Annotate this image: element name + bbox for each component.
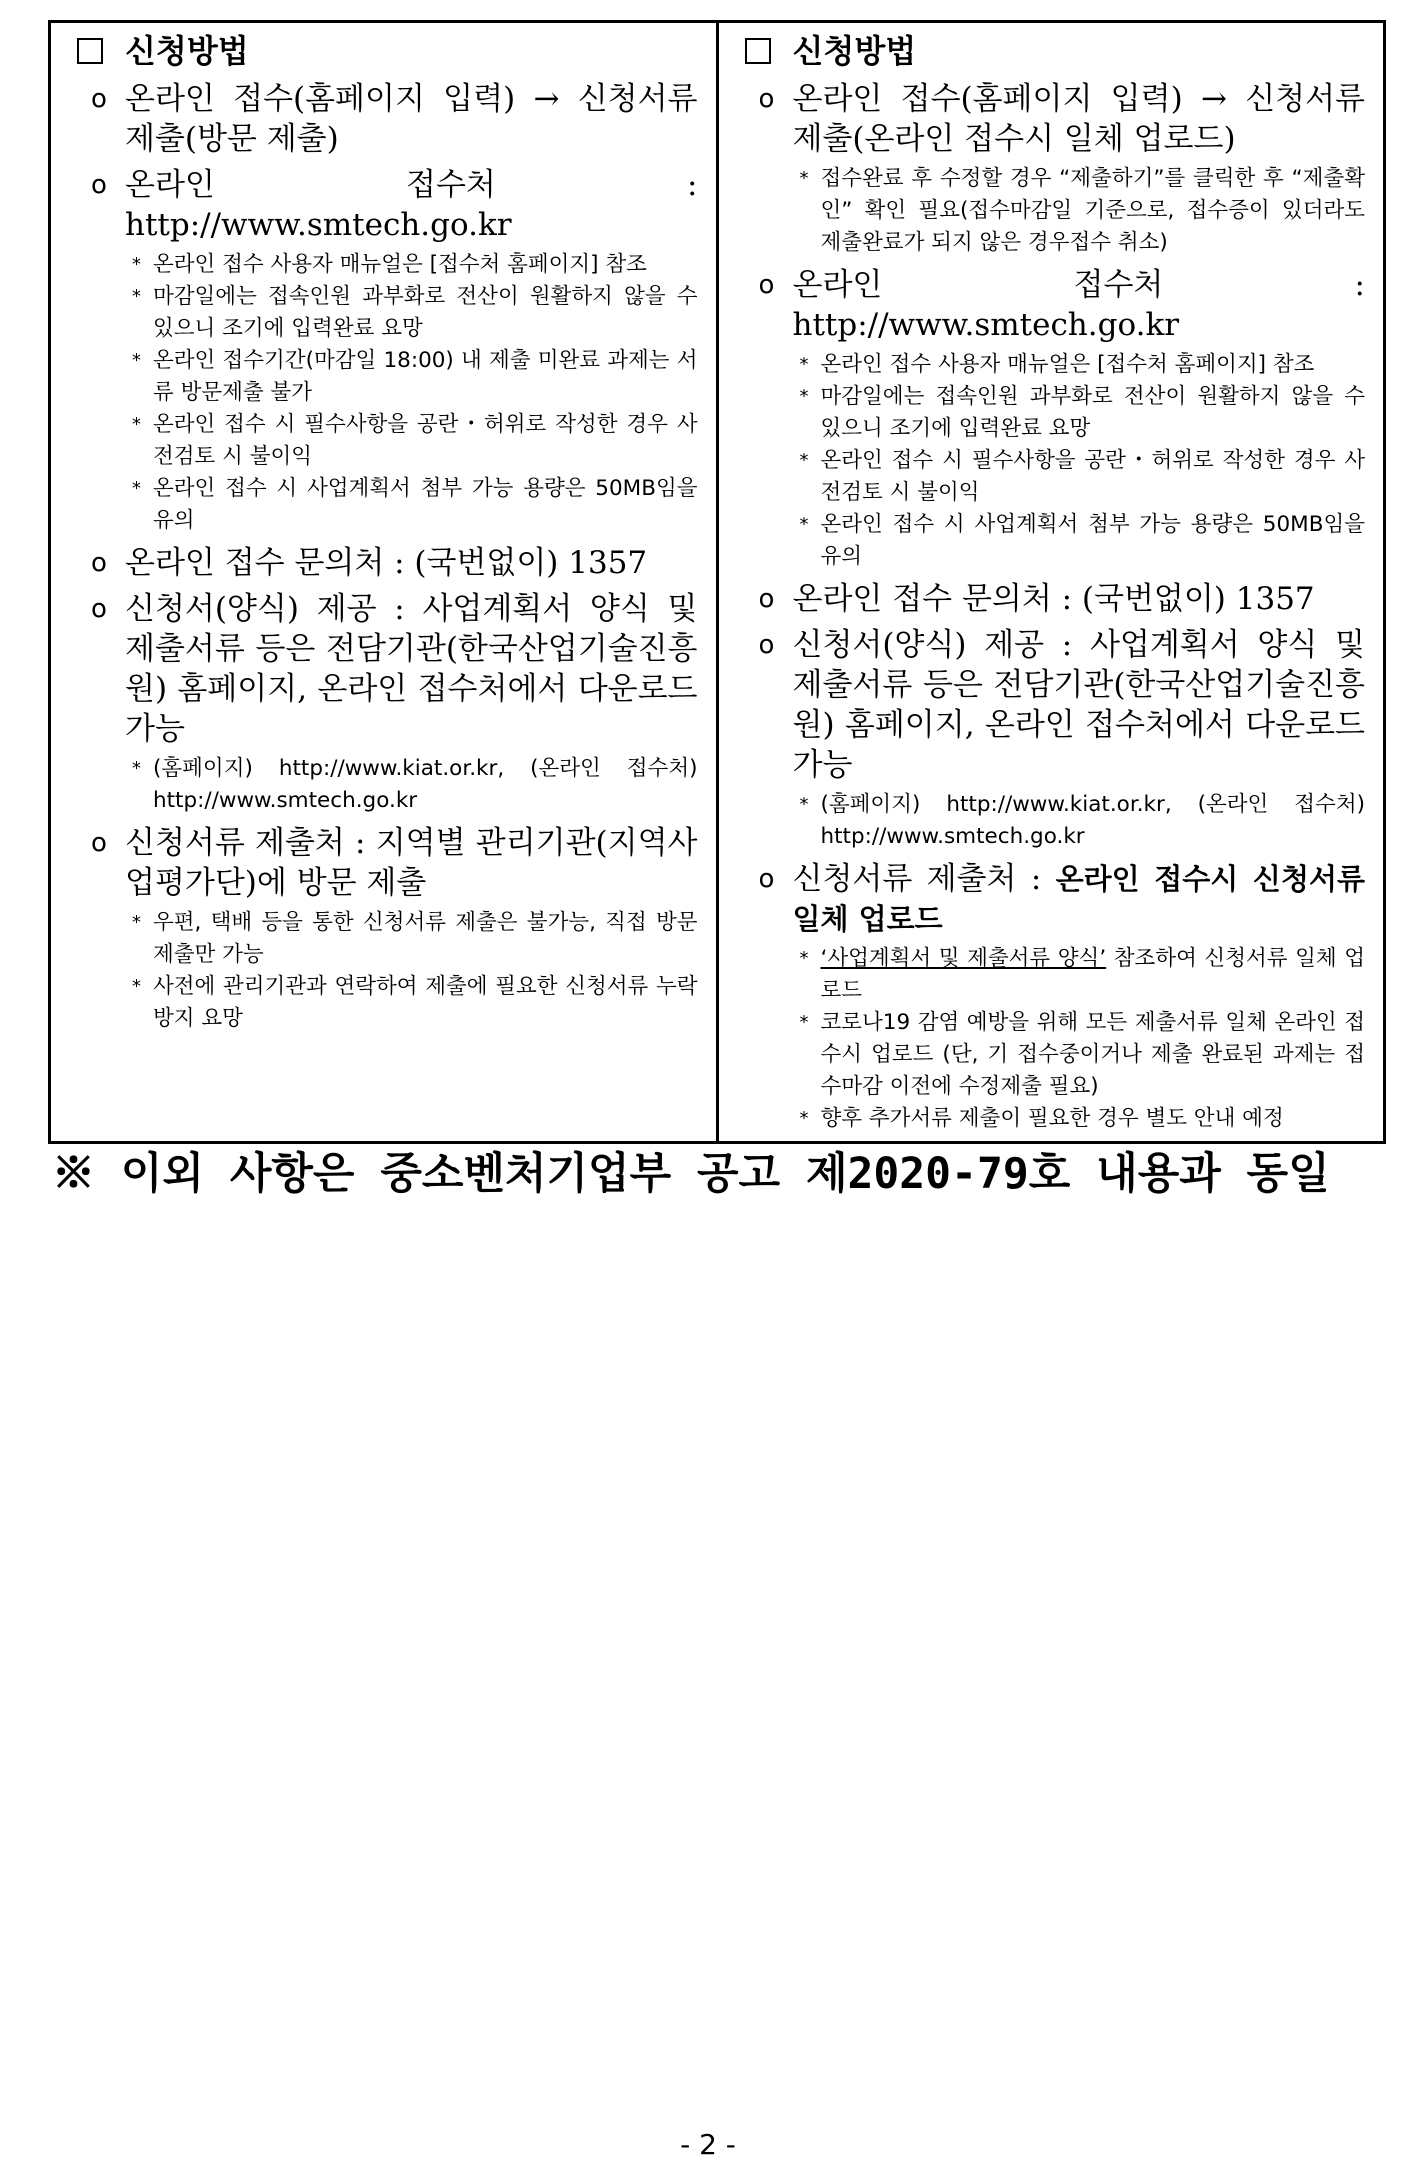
note: * 마감일에는 접속인원 과부화로 전산이 원활하지 않을 수 있으니 조기에 입력완료 요망 xyxy=(73,281,698,345)
note: * 온라인 접수 시 필수사항을 공란・허위로 작성한 경우 사전검토 시 불이익 xyxy=(73,409,698,473)
right-note: * 접수완료 후 수정할 경우 “제출하기”를 클릭한 후 “제출확인” 확인 필요(접수마감일 기준으로, 접수증이 있더라도 제출완료가 되지 않은 경우접수 취소) xyxy=(741,163,1366,259)
square-bullet-icon xyxy=(745,38,771,64)
asterisk-icon: * xyxy=(799,168,809,189)
right-note: * 향후 추가서류 제출이 필요한 경우 별도 안내 예정 xyxy=(741,1103,1366,1135)
right-note: * ‘사업계획서 및 제출서류 양식’ 참조하여 신청서류 일체 업로드 xyxy=(741,943,1366,1007)
right-item-3: ο 온라인 접수 문의처 : (국번없이) 1357 xyxy=(741,579,1366,619)
asterisk-icon: * xyxy=(799,450,809,471)
right-heading xyxy=(741,29,1366,73)
right-heading-text: 신청방법 xyxy=(792,32,917,70)
circle-bullet-icon: ο xyxy=(758,270,775,300)
asterisk-icon: * xyxy=(799,514,809,535)
asterisk-icon: * xyxy=(799,948,809,969)
left-items xyxy=(73,79,698,1035)
circle-bullet-icon: ο xyxy=(758,864,775,894)
left-item: ο 온라인 접수 문의처 : (국번없이) 1357 xyxy=(73,543,698,583)
circle-bullet-icon: ο xyxy=(758,584,775,614)
circle-bullet-icon: ο xyxy=(758,84,775,114)
asterisk-icon: * xyxy=(799,794,809,815)
right-item-1: ο 온라인 접수(홈페이지 입력) → 신청서류 제출(온라인 접수시 일체 업로드) xyxy=(741,79,1366,159)
asterisk-icon: * xyxy=(132,912,141,933)
circle-bullet-icon: ο xyxy=(91,594,107,624)
right-note: * (홈페이지) http://www.kiat.or.kr, (온라인 접수처) http://www.smtech.go.kr xyxy=(741,789,1366,853)
square-bullet-icon xyxy=(77,38,103,64)
asterisk-icon: * xyxy=(799,1108,809,1129)
note: * 온라인 접수 사용자 매뉴얼은 [접수처 홈페이지] 참조 xyxy=(73,249,698,281)
note: * (홈페이지) http://www.kiat.or.kr, (온라인 접수처) http://www.smtech.go.kr xyxy=(73,753,698,817)
note: * 사전에 관리기관과 연락하여 제출에 필요한 신청서류 누락 방지 요망 xyxy=(73,971,698,1035)
right-item-5 xyxy=(741,859,1366,939)
left-item: ο 신청서류 제출처 : 지역별 관리기관(지역사업평가단)에 방문 제출 xyxy=(73,823,698,903)
circle-bullet-icon: ο xyxy=(91,828,107,858)
asterisk-icon: * xyxy=(132,414,141,435)
circle-bullet-icon: ο xyxy=(758,630,775,660)
circle-bullet-icon: ο xyxy=(91,548,107,578)
note: * 온라인 접수 사용자 매뉴얼은 [접수처 홈페이지] 참조 xyxy=(741,349,1366,381)
right-column xyxy=(717,22,1385,1143)
right-note: * 코로나19 감염 예방을 위해 모든 제출서류 일체 온라인 접수시 업로드 (단, 기 접수중이거나 제출 완료된 과제는 접수마감 이전에 수정제출 필요) xyxy=(741,1007,1366,1103)
asterisk-icon: * xyxy=(132,350,141,371)
comparison-table xyxy=(48,20,1386,1144)
left-column xyxy=(50,22,718,1143)
note: * 우편, 택배 등을 통한 신청서류 제출은 불가능, 직접 방문 제출만 가능 xyxy=(73,907,698,971)
asterisk-icon: * xyxy=(799,386,809,407)
note: * 온라인 접수 시 사업계획서 첨부 가능 용량은 50MB임을 유의 xyxy=(741,509,1366,573)
footer-note: ※ 이외 사항은 중소벤처기업부 공고 제2020-79호 내용과 동일 xyxy=(52,1149,1330,1199)
right-item-2: ο 온라인 접수처 : http://www.smtech.go.kr xyxy=(741,265,1366,345)
right-item-5-bold: 온라인 접수시 신청서류 일체 업로드 xyxy=(792,862,1365,936)
asterisk-icon: * xyxy=(799,1012,809,1033)
asterisk-icon: * xyxy=(132,758,141,779)
page-number: - 2 - xyxy=(680,2128,736,2161)
right-item-2-notes xyxy=(741,349,1366,573)
note: * 온라인 접수 시 필수사항을 공란・허위로 작성한 경우 사전검토 시 불이익 xyxy=(741,445,1366,509)
left-item: ο 신청서(양식) 제공 : 사업계획서 양식 및 제출서류 등은 전담기관(한국산업기술진흥원) 홈페이지, 온라인 접수처에서 다운로드 가능 xyxy=(73,589,698,749)
left-item: ο 온라인 접수(홈페이지 입력) → 신청서류 제출(방문 제출) xyxy=(73,79,698,159)
asterisk-icon: * xyxy=(132,478,141,499)
circle-bullet-icon: ο xyxy=(91,170,107,200)
left-item: ο 온라인 접수처 : http://www.smtech.go.kr xyxy=(73,165,698,245)
left-heading xyxy=(73,29,698,73)
right-item-5-prefix: 신청서류 제출처 : xyxy=(792,861,1056,897)
left-heading-text: 신청방법 xyxy=(125,32,249,70)
note: * 마감일에는 접속인원 과부화로 전산이 원활하지 않을 수 있으니 조기에 입력완료 요망 xyxy=(741,381,1366,445)
asterisk-icon: * xyxy=(799,354,809,375)
note: * 온라인 접수기간(마감일 18:00) 내 제출 미완료 과제는 서류 방문제출 불가 xyxy=(73,345,698,409)
circle-bullet-icon: ο xyxy=(91,84,107,114)
note: * 온라인 접수 시 사업계획서 첨부 가능 용량은 50MB임을 유의 xyxy=(73,473,698,537)
right-item-4: ο 신청서(양식) 제공 : 사업계획서 양식 및 제출서류 등은 전담기관(한국산업기술진흥원) 홈페이지, 온라인 접수처에서 다운로드 가능 xyxy=(741,625,1366,785)
asterisk-icon: * xyxy=(132,976,141,997)
form-reference-underlined: ‘사업계획서 및 제출서류 양식’ xyxy=(820,946,1107,971)
asterisk-icon: * xyxy=(132,254,141,275)
asterisk-icon: * xyxy=(132,286,141,307)
